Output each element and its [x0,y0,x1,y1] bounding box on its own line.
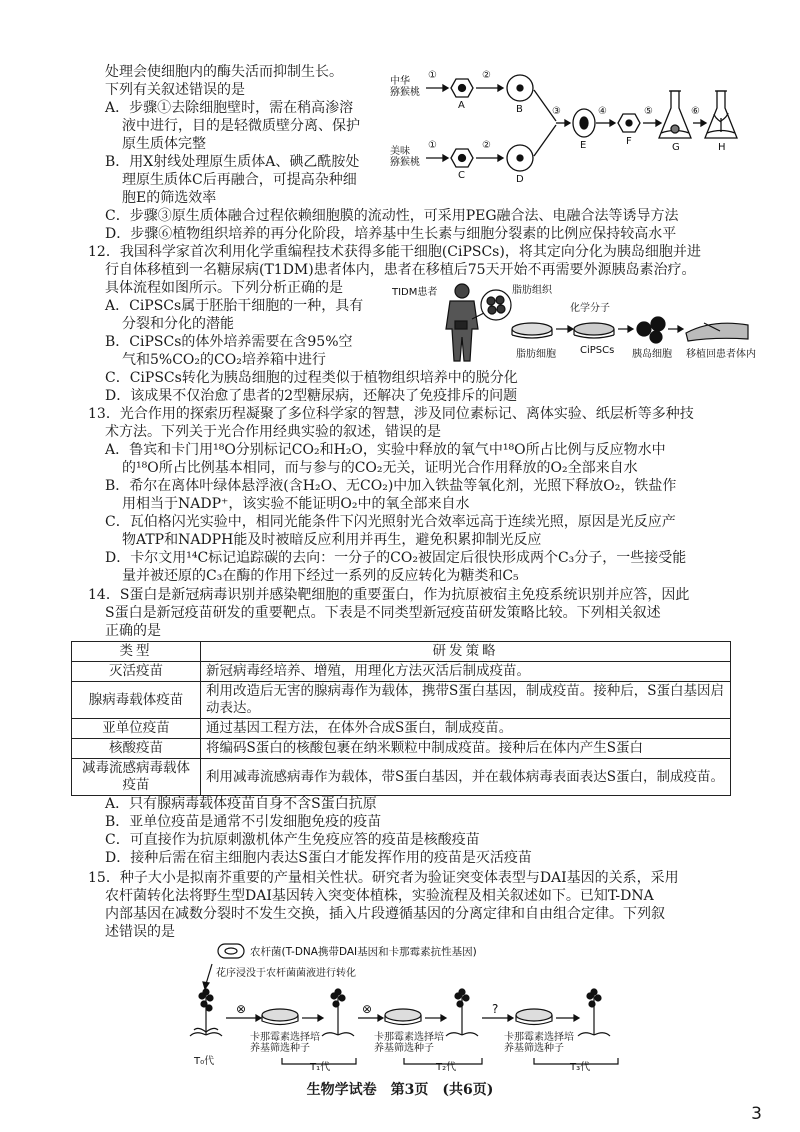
q13-option-b-2: 用相当于NADP⁺，该实验不能证明O₂中的氧全部来自水 [122,496,470,512]
page-number: 3 [751,1104,762,1124]
arabidopsis-transformation-diagram [178,940,638,1072]
label-G: G [672,142,680,153]
q12-stem-1: 12．我国科学家首次利用化学重编程技术获得多能干细胞(CiPSCs)，将其定向分化为胰岛细胞并进 [88,244,701,260]
q14-option-c: C．可直接作为抗原刺激机体产生免疫应答的疫苗是核酸疫苗 [105,832,480,848]
t1-label: T₁代 [310,1062,331,1073]
q11-option-a-3: 原生质体完整 [122,136,206,152]
header-type: 类型 [72,642,201,662]
step-5-label: ⑤ [644,106,653,117]
fat-tissue-label: 脂肪组织 [512,285,552,296]
table-row [72,719,731,739]
q14-stem-1: 14．S蛋白是新冠病毒识别并感染靶细胞的重要蛋白，作为抗原被宿主免疫系统识别并应答，因此 [88,587,690,603]
q15-stem-3: 内部基因在减数分裂时不发生交换，插入片段遵循基因的分离定律和自由组合定律。下列叙 [105,906,665,922]
q15-stem-2: 农杆菌转化法将野生型DAI基因转入突变体植株，实验流程及相关叙述如下。已知T-DNA [105,888,654,904]
label-E: E [580,140,587,151]
fat-cell-label: 脂肪细胞 [516,349,556,360]
page-footer: 生物学试卷 第3页 (共6页) [306,1082,494,1098]
self-cross-symbol: ⊗ [362,1002,373,1016]
t0-label: T₀代 [194,1056,215,1067]
vaccine-strategy: 利用改造后无害的腺病毒作为载体，携带S蛋白基因，制成疫苗。接种后，S蛋白基因启动表达。 [201,682,731,719]
q14-stem-3: 正确的是 [105,623,161,639]
vaccine-type: 减毒流感病毒载体疫苗 [72,759,201,796]
label-H: H [718,142,726,153]
vaccine-type: 亚单位疫苗 [72,719,201,739]
vaccine-strategy: 利用减毒流感病毒作为载体，带S蛋白基因，并在载体病毒表面表达S蛋白，制成疫苗。 [201,759,731,796]
q12-option-a-2: 分裂和分化的潜能 [122,316,234,332]
table-row [72,682,731,719]
q11-intro: 处理会使细胞内的酶失活而抑制生长。 [105,64,343,80]
q12-option-c: C．CiPSCs转化为胰岛细胞的过程类似于植物组织培养中的脱分化 [105,370,518,386]
vaccine-strategy-table [71,641,731,796]
dip-label: 花序浸没于农杆菌菌液进行转化 [216,968,356,979]
q11-option-b-2: 理原生质体C后再融合，可提高杂种细 [122,172,357,188]
self-cross-symbol: ⊗ [236,1002,247,1016]
q12-stem-3: 具体流程如图所示。下列分析正确的是 [105,280,343,296]
transplant-label: 移植回患者体内 [686,349,756,360]
question-mark: ? [492,1002,499,1016]
header-strategy: 研发策略 [201,642,731,662]
q12-option-b-1: B．CiPSCs的体外培养需要在含95%空 [105,334,353,350]
vaccine-type: 腺病毒载体疫苗 [72,682,201,719]
vaccine-strategy: 通过基因工程方法，在体外合成S蛋白，制成疫苗。 [201,719,731,739]
q13-option-d-1: D．卡尔文用¹⁴C标记追踪碳的去向：一分子的CO₂被固定后很快形成两个C₃分子，一些接受能 [105,550,687,566]
vaccine-type: 灭活疫苗 [72,662,201,682]
table-header-row [72,642,731,662]
q11-option-b-1: B．用X射线处理原生质体A、碘乙酰胺处 [105,154,360,170]
chem-molecule-label: 化学分子 [570,303,610,314]
q14-option-a: A．只有腺病毒载体疫苗自身不含S蛋白抗原 [105,796,377,812]
label-C: C [458,170,465,181]
q11-option-c: C．步骤③原生质体融合过程依赖细胞膜的流动性，可采用PEG融合法、电融合法等诱导方法 [105,208,679,224]
vaccine-type: 核酸疫苗 [72,739,201,759]
step-1-label: ① [428,70,437,81]
label-F: F [626,136,632,147]
table-row [72,739,731,759]
label-D: D [516,174,524,185]
label-A: A [458,100,465,111]
selection-label-3: 卡那霉素选择培 养基筛选种子 [504,1032,574,1054]
q13-stem-1: 13．光合作用的探索历程凝聚了多位科学家的智慧，涉及同位素标记、离体实验、纸层析等多种技 [88,406,694,422]
q13-option-a-2: 的¹⁸O所占比例基本相同，而与参与的CO₂无关，证明光合作用释放的O₂全部来自水 [122,460,638,476]
step-6-label: ⑥ [691,106,700,117]
species-label-delicious-kiwi: 美味 猕猴桃 [390,146,420,168]
step-4-label: ④ [598,106,607,117]
q11-option-a-1: A．步骤①去除细胞壁时，需在稍高渗溶 [105,100,354,116]
table-row [72,662,731,682]
q13-option-c-2: 物ATP和NADPH能及时被暗反应利用并再生，避免积累抑制光反应 [122,532,542,548]
q13-option-b-1: B．希尔在离体叶绿体悬浮液(含H₂O、无CO₂)中加入铁盐等氧化剂，光照下释放O₂，铁盐作 [105,478,677,494]
q13-option-d-2: 量并被还原的C₃在酶的作用下经过一系列的反应转化为糖类和C₅ [122,568,519,584]
q11-option-d: D．步骤⑥植物组织培养的再分化阶段，培养基中生长素与细胞分裂素的比例应保持较高水平 [105,226,677,242]
cipsc-label: CiPSCs [580,345,615,356]
q12-option-d: D．该成果不仅治愈了患者的2型糖尿病，还解决了免疫排斥的问题 [105,388,518,404]
q15-stem-1: 15．种子大小是拟南芥重要的产量相关性状。研究者为验证突变体表型与DAI基因的关系，采用 [88,870,679,886]
step-2-label-bottom: ② [482,140,491,151]
q12-option-b-2: 气和5%CO₂的CO₂培养箱中进行 [122,352,326,368]
species-label-chinese-kiwi: 中华 猕猴桃 [390,76,420,98]
q11-option-b-3: 胞E的筛选效率 [122,190,217,206]
kiwi-fusion-diagram [388,66,738,201]
vaccine-strategy: 将编码S蛋白的核酸包裹在纳米颗粒中制成疫苗。接种后在体内产生S蛋白 [201,739,731,759]
cipsc-workflow-diagram [392,281,756,367]
q15-stem-4: 述错误的是 [105,924,175,940]
q14-stem-2: S蛋白是新冠疫苗研发的重要靶点。下表是不同类型新冠疫苗研发策略比较。下列相关叙述 [105,605,661,621]
t3-label: T₃代 [570,1062,591,1073]
q11-stem: 下列有关叙述错误的是 [105,82,245,98]
q12-stem-2: 行自体移植到一名糖尿病(T1DM)患者体内，患者在移植后75天开始不再需要外源胰岛素治疗。 [105,262,696,278]
q13-option-c-1: C．瓦伯格闪光实验中，相同光能条件下闪光照射光合效率远高于连续光照，原因是光反应产 [105,514,676,530]
q11-option-a-2: 液中进行，目的是轻微质壁分离、保护 [122,118,360,134]
q14-option-d: D．接种后需在宿主细胞内表达S蛋白才能发挥作用的疫苗是灭活疫苗 [105,850,532,866]
t2-label: T₂代 [436,1062,457,1073]
step-1-label-bottom: ① [428,140,437,151]
q13-option-a-1: A．鲁宾和卡门用¹⁸O分别标记CO₂和H₂O，实验中释放的氧气中¹⁸O所占比例与反应物水中 [105,442,666,458]
agrobacterium-label: 农杆菌(T-DNA携带DAI基因和卡那霉素抗性基因) [250,946,477,958]
table-row [72,759,731,796]
selection-label-1: 卡那霉素选择培 养基筛选种子 [250,1032,320,1054]
step-3-label: ③ [552,106,561,117]
selection-label-2: 卡那霉素选择培 养基筛选种子 [374,1032,444,1054]
q14-option-b: B．亚单位疫苗是通常不引发细胞免疫的疫苗 [105,814,382,830]
patient-label: TIDM患者 [392,287,438,298]
q12-option-a-1: A．CiPSCs属于胚胎干细胞的一种，具有 [105,298,364,314]
islet-cell-label: 胰岛细胞 [632,349,672,360]
label-B: B [516,104,523,115]
vaccine-strategy: 新冠病毒经培养、增殖，用理化方法灭活后制成疫苗。 [201,662,731,682]
step-2-label: ② [482,70,491,81]
q13-stem-2: 术方法。下列关于光合作用经典实验的叙述，错误的是 [105,424,441,440]
